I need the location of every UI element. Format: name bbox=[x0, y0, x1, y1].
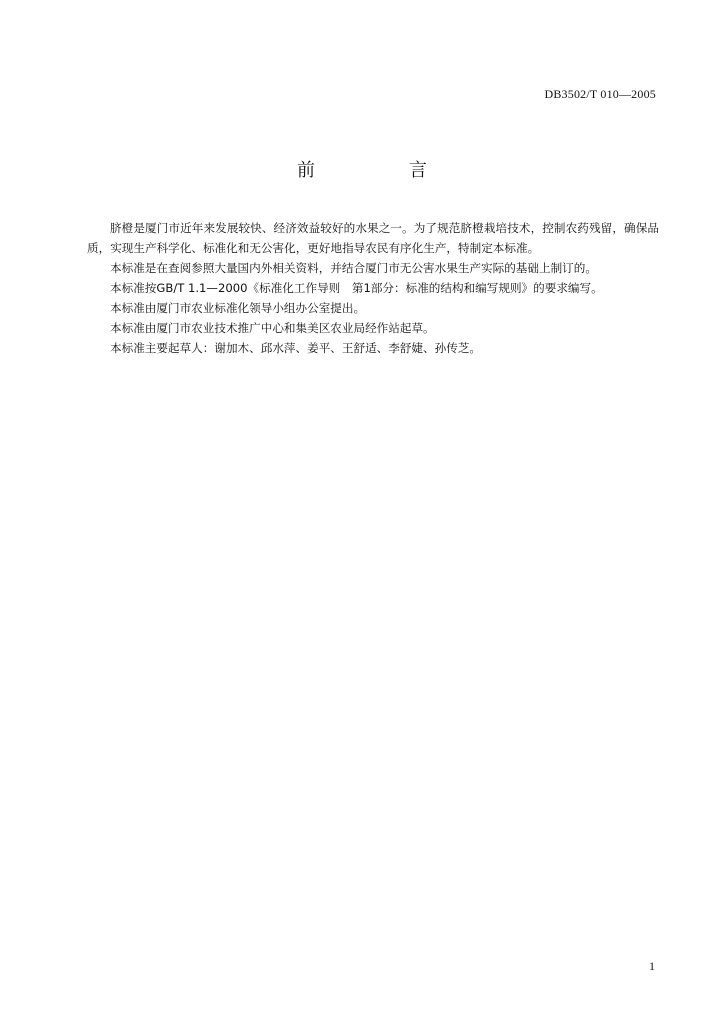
paragraph-drafter: 本标准由厦门市农业技术推广中心和集美区农业局经作站起草。 bbox=[110, 321, 435, 335]
paragraph-authors: 本标准主要起草人：谢加木、邱水萍、姜平、王舒适、李舒婕、孙传芝。 bbox=[110, 341, 482, 355]
paragraph-basis: 本标准是在查阅参照大量国内外相关资料，并结合厦门市无公害水果生产实际的基础上制订的。 bbox=[110, 261, 597, 275]
foreword-body bbox=[87, 218, 659, 358]
paragraph-proposer: 本标准由厦门市农业标准化领导小组办公室提出。 bbox=[110, 301, 366, 315]
paragraph-purpose: 脐橙是厦门市近年来发展较快、经济效益较好的水果之一。为了规范脐橙栽培技术，控制农药残留，确保品质，实现生产科学化、标准化和无公害化，更好地指导农民有序化生产，特制定本标准。 bbox=[87, 221, 659, 255]
standard-code: DB3502/T 010—2005 bbox=[544, 87, 656, 101]
page-number: 1 bbox=[649, 959, 655, 973]
paragraph-format: 本标准按GB/T 1.1—2000《标准化工作导则 第1部分：标准的结构和编写规则》的要求编写。 bbox=[110, 281, 603, 295]
page-title: 前 言 bbox=[297, 160, 465, 181]
